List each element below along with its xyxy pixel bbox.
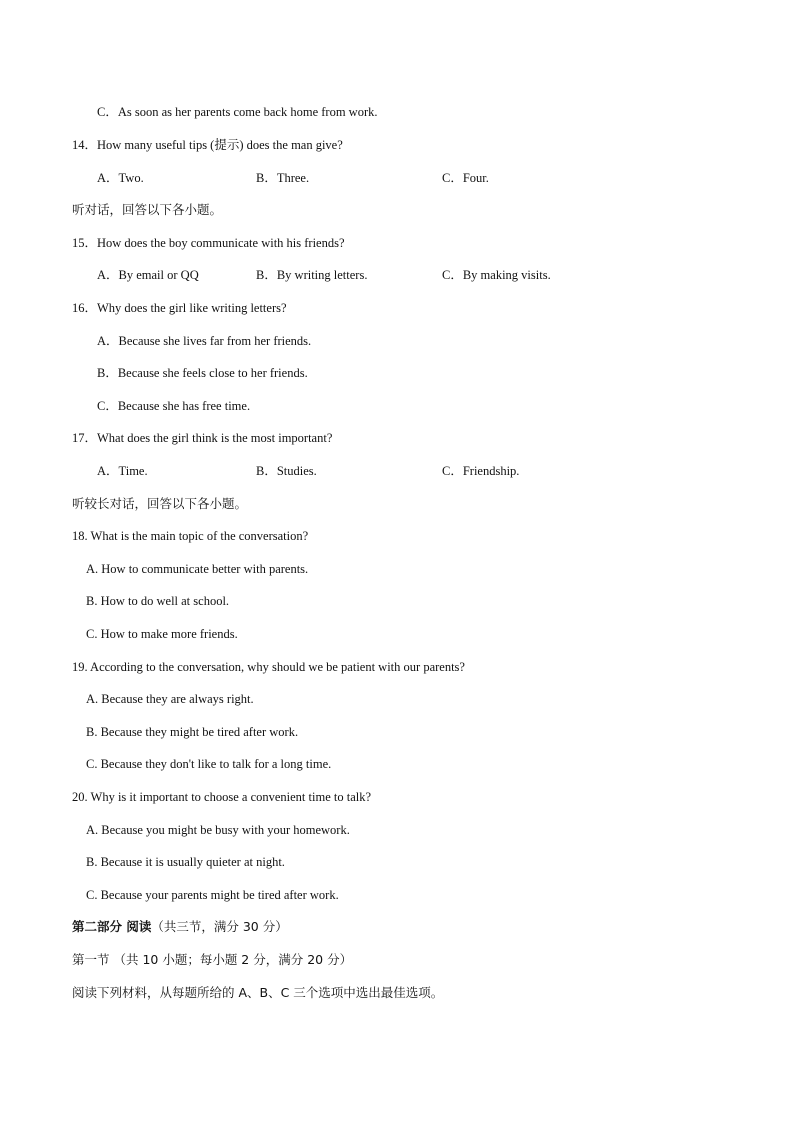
q17-option-b: B．Studies. xyxy=(256,464,317,478)
q20-question: 20. Why is it important to choose a convenient time to talk? xyxy=(72,790,372,804)
q13-option-c: C．As soon as her parents come back home from work. xyxy=(97,105,378,119)
part2-heading xyxy=(72,919,288,935)
q19-option-b: B. Because they might be tired after work. xyxy=(86,725,299,739)
q14-question: 14．How many useful tips (提示) does the man give? xyxy=(72,138,343,152)
q15-option-c: C．By making visits. xyxy=(442,268,551,282)
part2-section1-heading: 第一节 （共 10 小题；每小题 2 分，满分 20 分） xyxy=(72,952,353,967)
q18-option-a: A. How to communicate better with parents. xyxy=(86,562,309,576)
q16-option-a: A．Because she lives far from her friends. xyxy=(97,334,312,348)
instruction-long-dialogue: 听较长对话，回答以下各小题。 xyxy=(72,496,248,511)
q17-question: 17．What does the girl think is the most important? xyxy=(72,431,333,445)
q17-option-c: C．Friendship. xyxy=(442,464,520,478)
q19-option-c: C. Because they don't like to talk for a long time. xyxy=(86,757,332,771)
q18-question: 18. What is the main topic of the conversation? xyxy=(72,529,309,543)
q16-question: 16．Why does the girl like writing letters? xyxy=(72,301,287,315)
q20-option-b: B. Because it is usually quieter at night. xyxy=(86,855,285,869)
q18-option-c: C. How to make more friends. xyxy=(86,627,238,641)
q19-question: 19. According to the conversation, why should we be patient with our parents? xyxy=(72,660,465,674)
part2-title-detail: （共三节，满分 30 分） xyxy=(151,919,288,934)
q18-option-b: B. How to do well at school. xyxy=(86,594,230,608)
q20-option-a: A. Because you might be busy with your homework. xyxy=(86,823,350,837)
part2-instruction: 阅读下列材料，从每题所给的 A、B、C 三个选项中选出最佳选项。 xyxy=(72,985,444,1000)
q17-option-a: A．Time. xyxy=(97,464,148,478)
q16-option-b: B．Because she feels close to her friends. xyxy=(97,366,308,380)
q19-option-a: A. Because they are always right. xyxy=(86,692,254,706)
part2-title: 第二部分 阅读 xyxy=(72,919,152,934)
instruction-dialogue: 听对话，回答以下各小题。 xyxy=(72,202,223,217)
q15-option-a: A．By email or QQ xyxy=(97,268,199,282)
q14-option-a: A．Two. xyxy=(97,171,144,185)
q20-option-c: C. Because your parents might be tired after work. xyxy=(86,888,339,902)
q14-option-c: C．Four. xyxy=(442,171,489,185)
q14-option-b: B．Three. xyxy=(256,171,310,185)
q15-option-b: B．By writing letters. xyxy=(256,268,368,282)
q16-option-c: C．Because she has free time. xyxy=(97,399,251,413)
q15-question: 15．How does the boy communicate with his friends? xyxy=(72,236,345,250)
